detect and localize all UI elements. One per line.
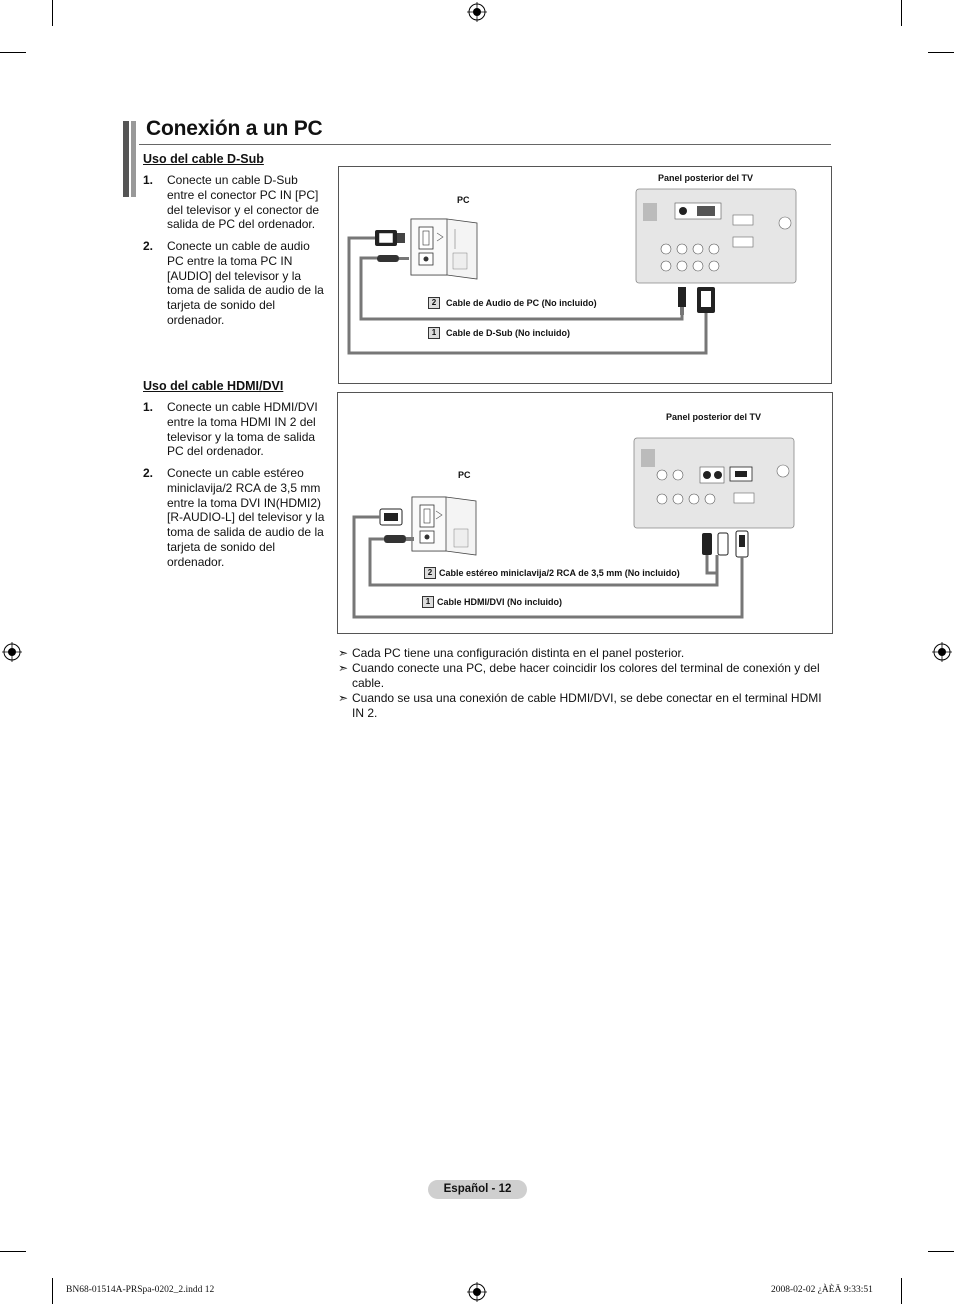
file-slug: BN68-01514A-PRSpa-0202_2.indd 12 — [66, 1285, 215, 1295]
dsub-step-2 — [143, 239, 328, 329]
step-text: Conecte un cable de audio PC entre la toma PC IN [AUDIO] del televisor y la toma de salida de audio de la tarjeta de sonido del ordenador. — [167, 239, 324, 327]
pc-tower-icon — [411, 219, 477, 279]
cable-number-badge: 2 — [428, 297, 440, 309]
crop-mark — [0, 1251, 26, 1252]
hdmi-step-1 — [143, 400, 328, 462]
title-rule — [139, 144, 831, 145]
pc-tower-icon — [412, 497, 476, 555]
note-arrow-icon: ➣ — [338, 691, 349, 705]
cable-name: Cable de D-Sub (No incluido) — [446, 328, 570, 338]
step-text: Conecte un cable estéreo miniclavija/2 RCA de 3,5 mm entre la toma DVI IN(HDMI2) [R-AUDIO-L] del televisor y la toma de salida de audio de la tarjeta de sonido del ordenador. — [167, 466, 325, 569]
cable-number-badge: 1 — [422, 596, 434, 608]
dsub-diagram — [338, 166, 832, 384]
note-item — [338, 661, 828, 691]
note-item — [338, 646, 828, 661]
dsub-step-1 — [143, 173, 328, 235]
cable-name: Cable de Audio de PC (No incluido) — [446, 298, 597, 308]
crop-mark — [52, 1278, 53, 1304]
note-text: Cuando se usa una conexión de cable HDMI/DVI, se debe conectar en el terminal HDMI IN 2. — [352, 691, 822, 720]
crop-mark — [901, 1278, 902, 1304]
date-slug: 2008-02-02 ¿ÀÈÄ 9:33:51 — [771, 1285, 873, 1295]
step-number: 1. — [143, 173, 154, 187]
cable-2-label — [428, 297, 597, 309]
registration-mark-icon — [2, 642, 22, 662]
cable-1-label — [422, 596, 562, 608]
tv-panel-label: Panel posterior del TV — [658, 173, 754, 183]
hdmi-diagram — [337, 392, 833, 634]
registration-mark-icon — [467, 1282, 487, 1302]
hdmi-connection-illustration — [338, 393, 832, 633]
title-accent-bar — [123, 121, 129, 197]
title-accent-bar — [131, 121, 136, 197]
dsub-connection-illustration — [339, 167, 831, 383]
step-number: 2. — [143, 239, 154, 253]
step-text: Conecte un cable D-Sub entre el conector PC IN [PC] del televisor y el conector de salida de PC del ordenador. — [167, 173, 320, 232]
crop-mark — [928, 1251, 954, 1252]
note-item — [338, 691, 828, 721]
note-text: Cada PC tiene una configuración distinta en el panel posterior. — [352, 646, 685, 660]
registration-mark-icon — [467, 2, 487, 22]
hdmi-step-2 — [143, 466, 328, 576]
crop-mark — [901, 0, 902, 26]
registration-mark-icon — [932, 642, 952, 662]
crop-mark — [0, 52, 26, 53]
cable-number-badge: 1 — [428, 327, 440, 339]
cable-number-badge: 2 — [424, 567, 436, 579]
cable-name: Cable HDMI/DVI (No incluido) — [437, 597, 562, 607]
note-arrow-icon: ➣ — [338, 646, 349, 660]
tv-back-panel-icon — [636, 189, 796, 283]
tv-panel-label: Panel posterior del TV — [666, 412, 762, 422]
step-text: Conecte un cable HDMI/DVI entre la toma HDMI IN 2 del televisor y la toma de salida PC del ordenador. — [167, 400, 318, 459]
cable-2-label — [424, 567, 680, 579]
note-arrow-icon: ➣ — [338, 661, 349, 675]
page-number: Español - 12 — [428, 1180, 527, 1199]
cable-name: Cable estéreo miniclavija/2 RCA de 3,5 mm (No incluido) — [439, 568, 680, 578]
crop-mark — [52, 0, 53, 26]
step-number: 2. — [143, 466, 154, 480]
crop-mark — [928, 52, 954, 53]
pc-label: PC — [457, 195, 470, 205]
step-number: 1. — [143, 400, 154, 414]
dsub-heading: Uso del cable D-Sub — [143, 152, 264, 166]
tv-back-panel-icon — [634, 438, 794, 528]
note-text: Cuando conecte una PC, debe hacer coincidir los colores del terminal de conexión y del cable. — [352, 661, 820, 690]
hdmi-heading: Uso del cable HDMI/DVI — [143, 379, 284, 393]
cable-1-label — [428, 327, 570, 339]
page-title: Conexión a un PC — [146, 117, 323, 140]
pc-label: PC — [458, 470, 471, 480]
